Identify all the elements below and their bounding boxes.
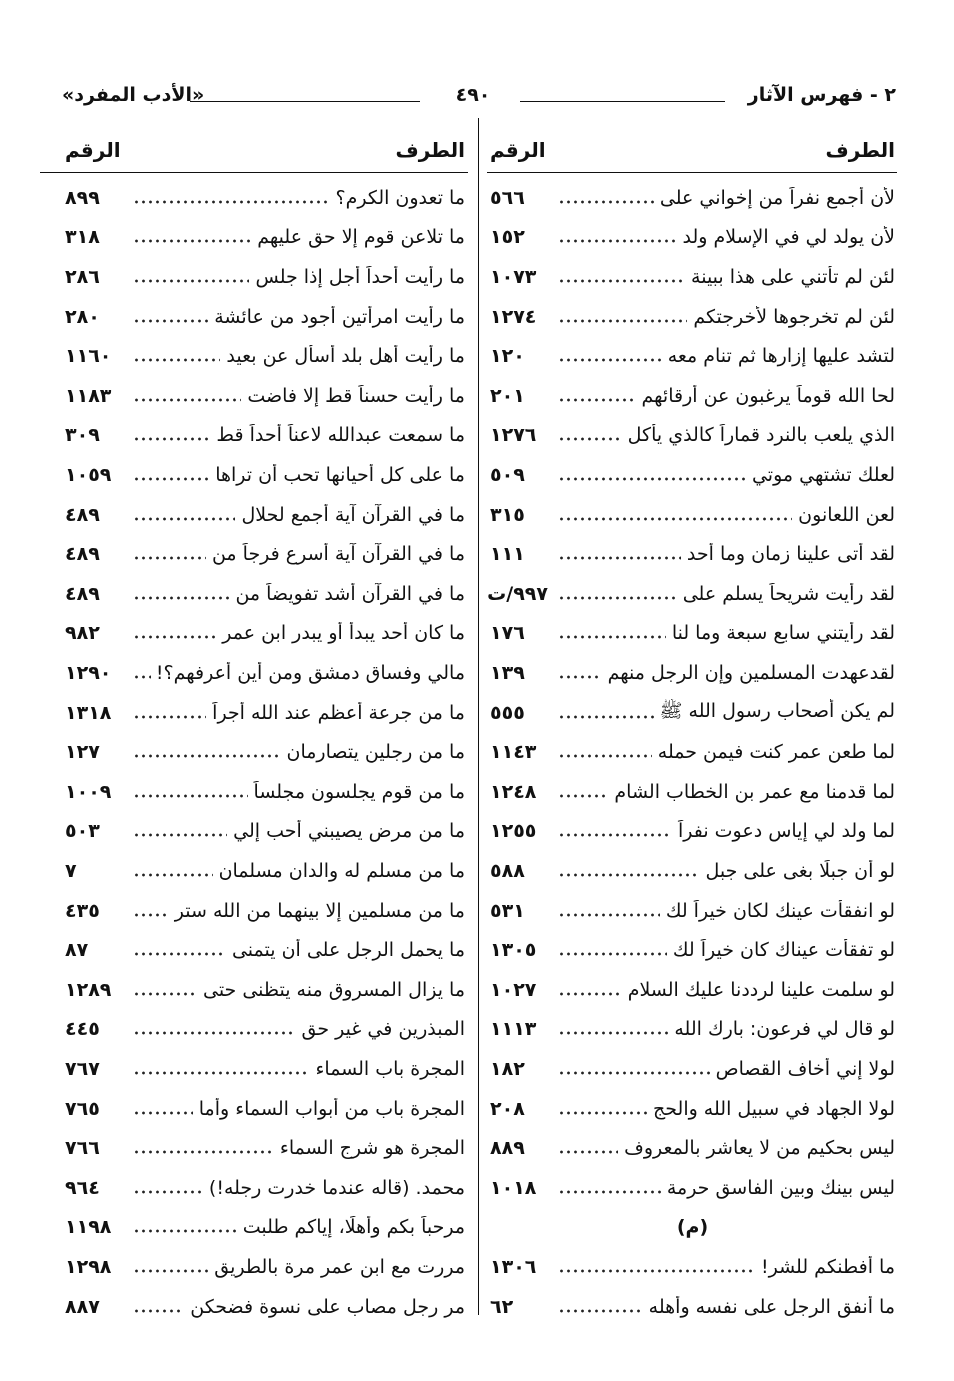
dot-leader — [133, 949, 226, 959]
index-entry — [490, 653, 895, 693]
index-column-left — [65, 0, 465, 1381]
dot-leader — [133, 395, 241, 405]
entry-number: ٥٣١ — [490, 899, 525, 922]
entry-text: المجرة هو شرج السماء — [279, 1137, 465, 1160]
entry-text: لقد رأيتني سابع سبعة وما لنا — [671, 622, 895, 645]
dot-leader — [133, 751, 280, 761]
page-number: ٤٩٠ — [455, 84, 491, 106]
index-entry — [65, 257, 465, 297]
index-entry — [65, 1208, 465, 1248]
entry-text: ليس بينك وبين الفاسق حرمة — [666, 1176, 895, 1199]
index-entry — [490, 1010, 895, 1050]
dot-leader — [558, 1028, 668, 1038]
entry-number: ١٢٩٠ — [65, 661, 112, 684]
entry-number: ١١١ — [490, 543, 525, 566]
dot-leader — [558, 514, 792, 524]
dot-leader — [133, 316, 208, 326]
entry-number: ١٢٥٥ — [490, 820, 537, 843]
entry-text: لأن يولد لي في الإسلام ولد — [682, 226, 895, 249]
entry-number: ٧ — [65, 859, 77, 882]
dot-leader — [133, 434, 210, 444]
entry-text: ما أفطنكم للشر! — [761, 1255, 895, 1278]
entry-number: ٣١٥ — [490, 503, 525, 526]
entry-text: لم يكن أصحاب رسول الله ﷺ — [659, 699, 895, 722]
entry-number: ١٢٧ — [65, 741, 100, 764]
entry-text: ما سمعت عبدالله لاعناً أحداً قط — [216, 424, 465, 447]
entry-number: ١٣٠٥ — [490, 939, 537, 962]
index-entry — [65, 336, 465, 376]
dot-leader — [558, 197, 654, 207]
entry-text: لما طعن عمر كنت فيمن حمله — [657, 741, 895, 764]
entry-number: ٥٠٩ — [490, 463, 525, 486]
index-entry — [65, 732, 465, 772]
entry-number: ١١٤٣ — [490, 741, 537, 764]
dot-leader — [133, 712, 206, 722]
dot-leader — [133, 791, 248, 801]
dot-leader — [133, 1226, 237, 1236]
dot-leader — [558, 434, 622, 444]
entry-text: ليس بحكيم من لا يعاشر بالمعروف — [624, 1137, 895, 1160]
index-entry — [65, 495, 465, 535]
dot-leader — [558, 712, 654, 722]
entry-number: ١١٦٠ — [65, 345, 112, 368]
dot-leader — [558, 474, 746, 484]
dot-leader — [133, 236, 251, 246]
entry-number: ١٠٧٣ — [490, 265, 537, 288]
dot-leader — [558, 989, 622, 999]
entry-text: لما قدمنا مع عمر بن الخطاب الشام — [614, 780, 895, 803]
entry-text: ما على كل أحيانها تحب أن تراها — [215, 463, 465, 486]
index-column-right — [487, 0, 895, 1381]
dot-leader — [558, 949, 667, 959]
index-entry — [65, 1128, 465, 1168]
entry-text: ما رأيت أحداً أجل إذا جلس — [255, 265, 465, 288]
dot-leader — [558, 672, 602, 682]
index-entry — [65, 455, 465, 495]
entry-number: ١٣٩ — [490, 661, 525, 684]
column-header — [490, 133, 895, 167]
index-entry — [65, 1089, 465, 1129]
column-header — [65, 133, 465, 167]
dot-leader — [133, 1028, 296, 1038]
entry-number: ١٣٠٦ — [490, 1255, 537, 1278]
index-entry — [490, 772, 895, 812]
entry-number: ٩٨٢ — [65, 622, 100, 645]
entry-number: ٤٣٥ — [65, 899, 100, 922]
dot-leader — [133, 276, 249, 286]
dot-leader — [558, 355, 662, 365]
entry-number: ٨٨٧ — [65, 1295, 100, 1318]
entry-text: ما من مرض يصيبني أحب إلي — [233, 820, 465, 843]
entry-text: لولا الجهاد في سبيل الله والحج — [653, 1097, 895, 1120]
dot-leader — [558, 1147, 618, 1157]
index-entry — [490, 851, 895, 891]
index-entry — [65, 653, 465, 693]
entry-text: ما تلاعن قوم إلا حق عليهم — [257, 226, 465, 249]
entry-text: لو انفقأت عينك لكان خيراً لك — [665, 899, 895, 922]
entry-text: لولا إني أخاف القصاص — [715, 1057, 895, 1080]
index-entry — [65, 1010, 465, 1050]
entry-number: ٣٠٩ — [65, 424, 100, 447]
index-entry — [65, 1287, 465, 1327]
dot-leader — [133, 355, 220, 365]
entry-number: ٧٦٦ — [65, 1137, 100, 1160]
entry-text: ما من جرعة أعظم عند الله أجراً — [212, 701, 465, 724]
dot-leader — [133, 514, 235, 524]
index-entry — [490, 970, 895, 1010]
entry-text: لو قال لي فرعون: بارك الله — [674, 1018, 895, 1041]
entry-number: ٥٨٨ — [490, 859, 525, 882]
entry-text: لئن لم تخرجوها لأخرجتكم — [693, 305, 895, 328]
index-entry — [65, 970, 465, 1010]
entry-text: لقد أتى علينا زمان وما أحد — [686, 543, 895, 566]
entry-text: لو تفقأت عيناك كان خيراً لك — [672, 939, 895, 962]
dot-leader — [558, 632, 666, 642]
index-entry — [490, 455, 895, 495]
dot-leader — [558, 276, 685, 286]
entry-number: ٨٨٩ — [490, 1137, 525, 1160]
dot-leader — [558, 1266, 755, 1276]
entry-number: ١٢٧٤ — [490, 305, 537, 328]
dot-leader — [133, 1187, 203, 1197]
index-entry — [490, 218, 895, 258]
index-entry — [65, 178, 465, 218]
dot-leader — [558, 316, 687, 326]
dot-leader — [558, 870, 700, 880]
entry-text: ما من قوم يجلسون مجلساً — [253, 780, 465, 803]
entry-number: ٤٤٥ — [65, 1018, 100, 1041]
entry-text: ما يزال المسروق منه يتظنى حتى — [202, 978, 465, 1001]
dot-leader — [133, 553, 206, 563]
index-entry — [490, 336, 895, 376]
entry-text: مررت مع ابن عمر مرة بالطريق — [214, 1255, 465, 1278]
entry-number: ٣١٨ — [65, 226, 100, 249]
dot-leader — [558, 791, 608, 801]
entry-text: المبذرين في غير حق — [301, 1018, 465, 1041]
entry-number: ٥٦٦ — [490, 186, 525, 209]
dot-leader — [558, 395, 636, 405]
entry-number: ٥٥٥ — [490, 701, 525, 724]
index-entry — [490, 297, 895, 337]
entry-number: ١٠٢٧ — [490, 978, 537, 1001]
entry-text: الذي يلعب بالنرد قماراً كالذي يأكل — [627, 424, 895, 447]
dot-leader — [558, 593, 677, 603]
dot-leader — [133, 910, 169, 920]
dot-leader — [558, 830, 672, 840]
entry-number: ٢٠١ — [490, 384, 525, 407]
index-entry — [490, 1049, 895, 1089]
entry-number: ١٥٢ — [490, 226, 525, 249]
entry-text: المجرة باب السماء — [315, 1057, 465, 1080]
entry-text: ما في القرآن آية أجمع لحلال — [241, 503, 465, 526]
entry-text: ما يحمل الرجل على أن يتمنى — [231, 939, 465, 962]
index-entry — [490, 376, 895, 416]
dot-leader — [133, 1147, 274, 1157]
column-header-number: الرقم — [65, 138, 121, 162]
index-entry — [65, 218, 465, 258]
entry-number: ١٨٢ — [490, 1057, 525, 1080]
entry-text: ما تعدون الكرم؟ — [335, 186, 465, 209]
entry-number: ١٧٦ — [490, 622, 525, 645]
index-entry — [65, 534, 465, 574]
dot-leader — [133, 830, 227, 840]
entry-number: ١٠١٨ — [490, 1176, 537, 1199]
entry-text: لأن أجمع نفراً من إخواني على — [659, 186, 895, 209]
entry-text: لعن اللعانون — [798, 503, 895, 526]
index-entry — [490, 1287, 895, 1327]
index-entry — [65, 416, 465, 456]
dot-leader — [133, 1068, 309, 1078]
entry-text: ما رأيت حسناً قط إلا فاضت — [247, 384, 465, 407]
dot-leader — [558, 1068, 710, 1078]
index-entry — [487, 574, 895, 614]
index-entry — [65, 851, 465, 891]
book-title: «الأدب المفرد» — [62, 84, 205, 106]
index-entry — [65, 930, 465, 970]
dot-leader — [133, 197, 330, 207]
dot-leader — [558, 1306, 643, 1316]
index-entry — [65, 376, 465, 416]
dot-leader — [133, 1266, 208, 1276]
index-entry — [65, 574, 465, 614]
column-header-text: الطرف — [825, 138, 895, 162]
entry-text: مر رجل مصاب على نسوة فضحكن — [190, 1295, 465, 1318]
index-entry — [490, 1089, 895, 1129]
entry-number: ١٢٨٩ — [65, 978, 112, 1001]
entry-number: ٩٩٧/ت — [487, 582, 548, 605]
section-title: ٢ - فهرس الآثار — [747, 84, 896, 106]
index-entry — [490, 891, 895, 931]
letter-heading — [490, 1208, 895, 1248]
entry-text: لقد رأيت شريحاً يسلم على — [682, 582, 895, 605]
index-entry — [490, 257, 895, 297]
entry-text: لقدعهدت المسلمين وإن الرجل منهم — [607, 661, 895, 684]
entry-text: لو سلمت علينا لرددنا عليك السلام — [627, 978, 895, 1001]
entry-text: ما من مسلمين إلا بينهما من الله ستر — [174, 899, 465, 922]
index-entry — [65, 1168, 465, 1208]
dot-leader — [133, 870, 213, 880]
entry-number: ١١٨٣ — [65, 384, 112, 407]
dot-leader — [558, 1187, 661, 1197]
dot-leader — [558, 910, 660, 920]
entry-text: ما كان أحد يبدأ أو يبدر ابن عمر — [222, 622, 465, 645]
index-entry — [490, 930, 895, 970]
index-entry — [490, 693, 895, 733]
entry-text: ما من رجلين يتصارمان — [286, 741, 465, 764]
index-entry — [490, 614, 895, 654]
entry-text: المجرة باب من أبواب السماء وأما — [198, 1097, 465, 1120]
entry-number: ٢٨٠ — [65, 305, 100, 328]
entry-number: ٤٨٩ — [65, 503, 100, 526]
dot-leader — [558, 751, 652, 761]
entry-text: ما أنفق الرجل على نفسه وأهله — [648, 1295, 895, 1318]
index-entry — [65, 772, 465, 812]
entry-number: ٧٦٧ — [65, 1057, 100, 1080]
entry-text: لو أن جبلًا بغى على جبل — [705, 859, 895, 882]
entry-text: ما رأيت أهل بلد أسأل عن بعيد — [226, 345, 465, 368]
index-entry — [490, 178, 895, 218]
entry-number: ٩٦٤ — [65, 1176, 100, 1199]
index-entry — [65, 891, 465, 931]
entry-text: ما في القرآن أشد تفويضاً من — [235, 582, 465, 605]
entry-text: محمد. (قاله عندما خدرت رجله!) — [208, 1176, 465, 1199]
index-entry — [490, 732, 895, 772]
column-header-text: الطرف — [395, 138, 465, 162]
dot-leader — [133, 1108, 193, 1118]
index-entry — [65, 1247, 465, 1287]
entry-text: ما رأيت امرأتين أجود من عائشة — [214, 305, 465, 328]
entry-number: ١١١٣ — [490, 1018, 537, 1041]
entry-number: ١٢٠ — [490, 345, 525, 368]
index-entry — [490, 812, 895, 852]
entry-number: ٤٨٩ — [65, 582, 100, 605]
index-entry — [490, 1128, 895, 1168]
entry-number: ٧٦٥ — [65, 1097, 100, 1120]
entry-number: ٨٩٩ — [65, 186, 100, 209]
dot-leader — [133, 989, 197, 999]
index-entry — [65, 1049, 465, 1089]
entry-text: ما في القرآن آية أسرع فرجاً من — [211, 543, 465, 566]
entry-number: ٨٧ — [65, 939, 89, 962]
index-entry — [490, 416, 895, 456]
column-divider — [478, 118, 479, 1315]
entry-number: ٢٨٦ — [65, 265, 100, 288]
entry-text: ما من مسلم له والدان مسلمان — [218, 859, 465, 882]
entry-text: لئن لم تأتني على هذا ببينة — [691, 265, 895, 288]
entry-text: لما ولد لي إياس دعوت نفراً — [677, 820, 895, 843]
entry-number: ١٢٤٨ — [490, 780, 537, 803]
entry-text: لعلك تشتهي موتي — [751, 463, 895, 486]
entry-text: مالي وفساق دمشق ومن أين أعرفهم؟! — [155, 661, 465, 684]
dot-leader — [133, 474, 209, 484]
column-header-number: الرقم — [490, 138, 546, 162]
index-entry — [490, 495, 895, 535]
entry-number: ٤٨٩ — [65, 543, 100, 566]
dot-leader — [558, 236, 677, 246]
entry-text: مرحباً بكم وأهلًا، إياكم طلبت — [242, 1216, 465, 1239]
entry-number: ٥٠٣ — [65, 820, 100, 843]
index-entry — [490, 1247, 895, 1287]
entry-number: ١٣١٨ — [65, 701, 112, 724]
index-entry — [65, 812, 465, 852]
entry-number: ١٠٠٩ — [65, 780, 112, 803]
entry-number: ٦٢ — [490, 1295, 514, 1318]
entry-number: ١٢٧٦ — [490, 424, 537, 447]
index-entry — [65, 614, 465, 654]
index-entry — [65, 693, 465, 733]
entry-number: ٢٠٨ — [490, 1097, 525, 1120]
entry-number: ١١٩٨ — [65, 1216, 112, 1239]
dot-leader — [558, 1108, 647, 1118]
dot-leader — [558, 553, 681, 563]
entry-text: لحا الله قوماً يرغبون عن أرقائهم — [641, 384, 895, 407]
entry-number: ١٠٥٩ — [65, 463, 112, 486]
dot-leader — [133, 1306, 184, 1316]
dot-leader — [133, 593, 229, 603]
entry-number: ١٢٩٨ — [65, 1255, 112, 1278]
dot-leader — [133, 672, 151, 682]
letter-heading-label: (م) — [676, 1216, 709, 1239]
index-entry — [65, 297, 465, 337]
index-entry — [490, 534, 895, 574]
index-entry — [490, 1168, 895, 1208]
dot-leader — [133, 632, 216, 642]
entry-text: لتشد عليها إزارها ثم تنام معه — [667, 345, 895, 368]
